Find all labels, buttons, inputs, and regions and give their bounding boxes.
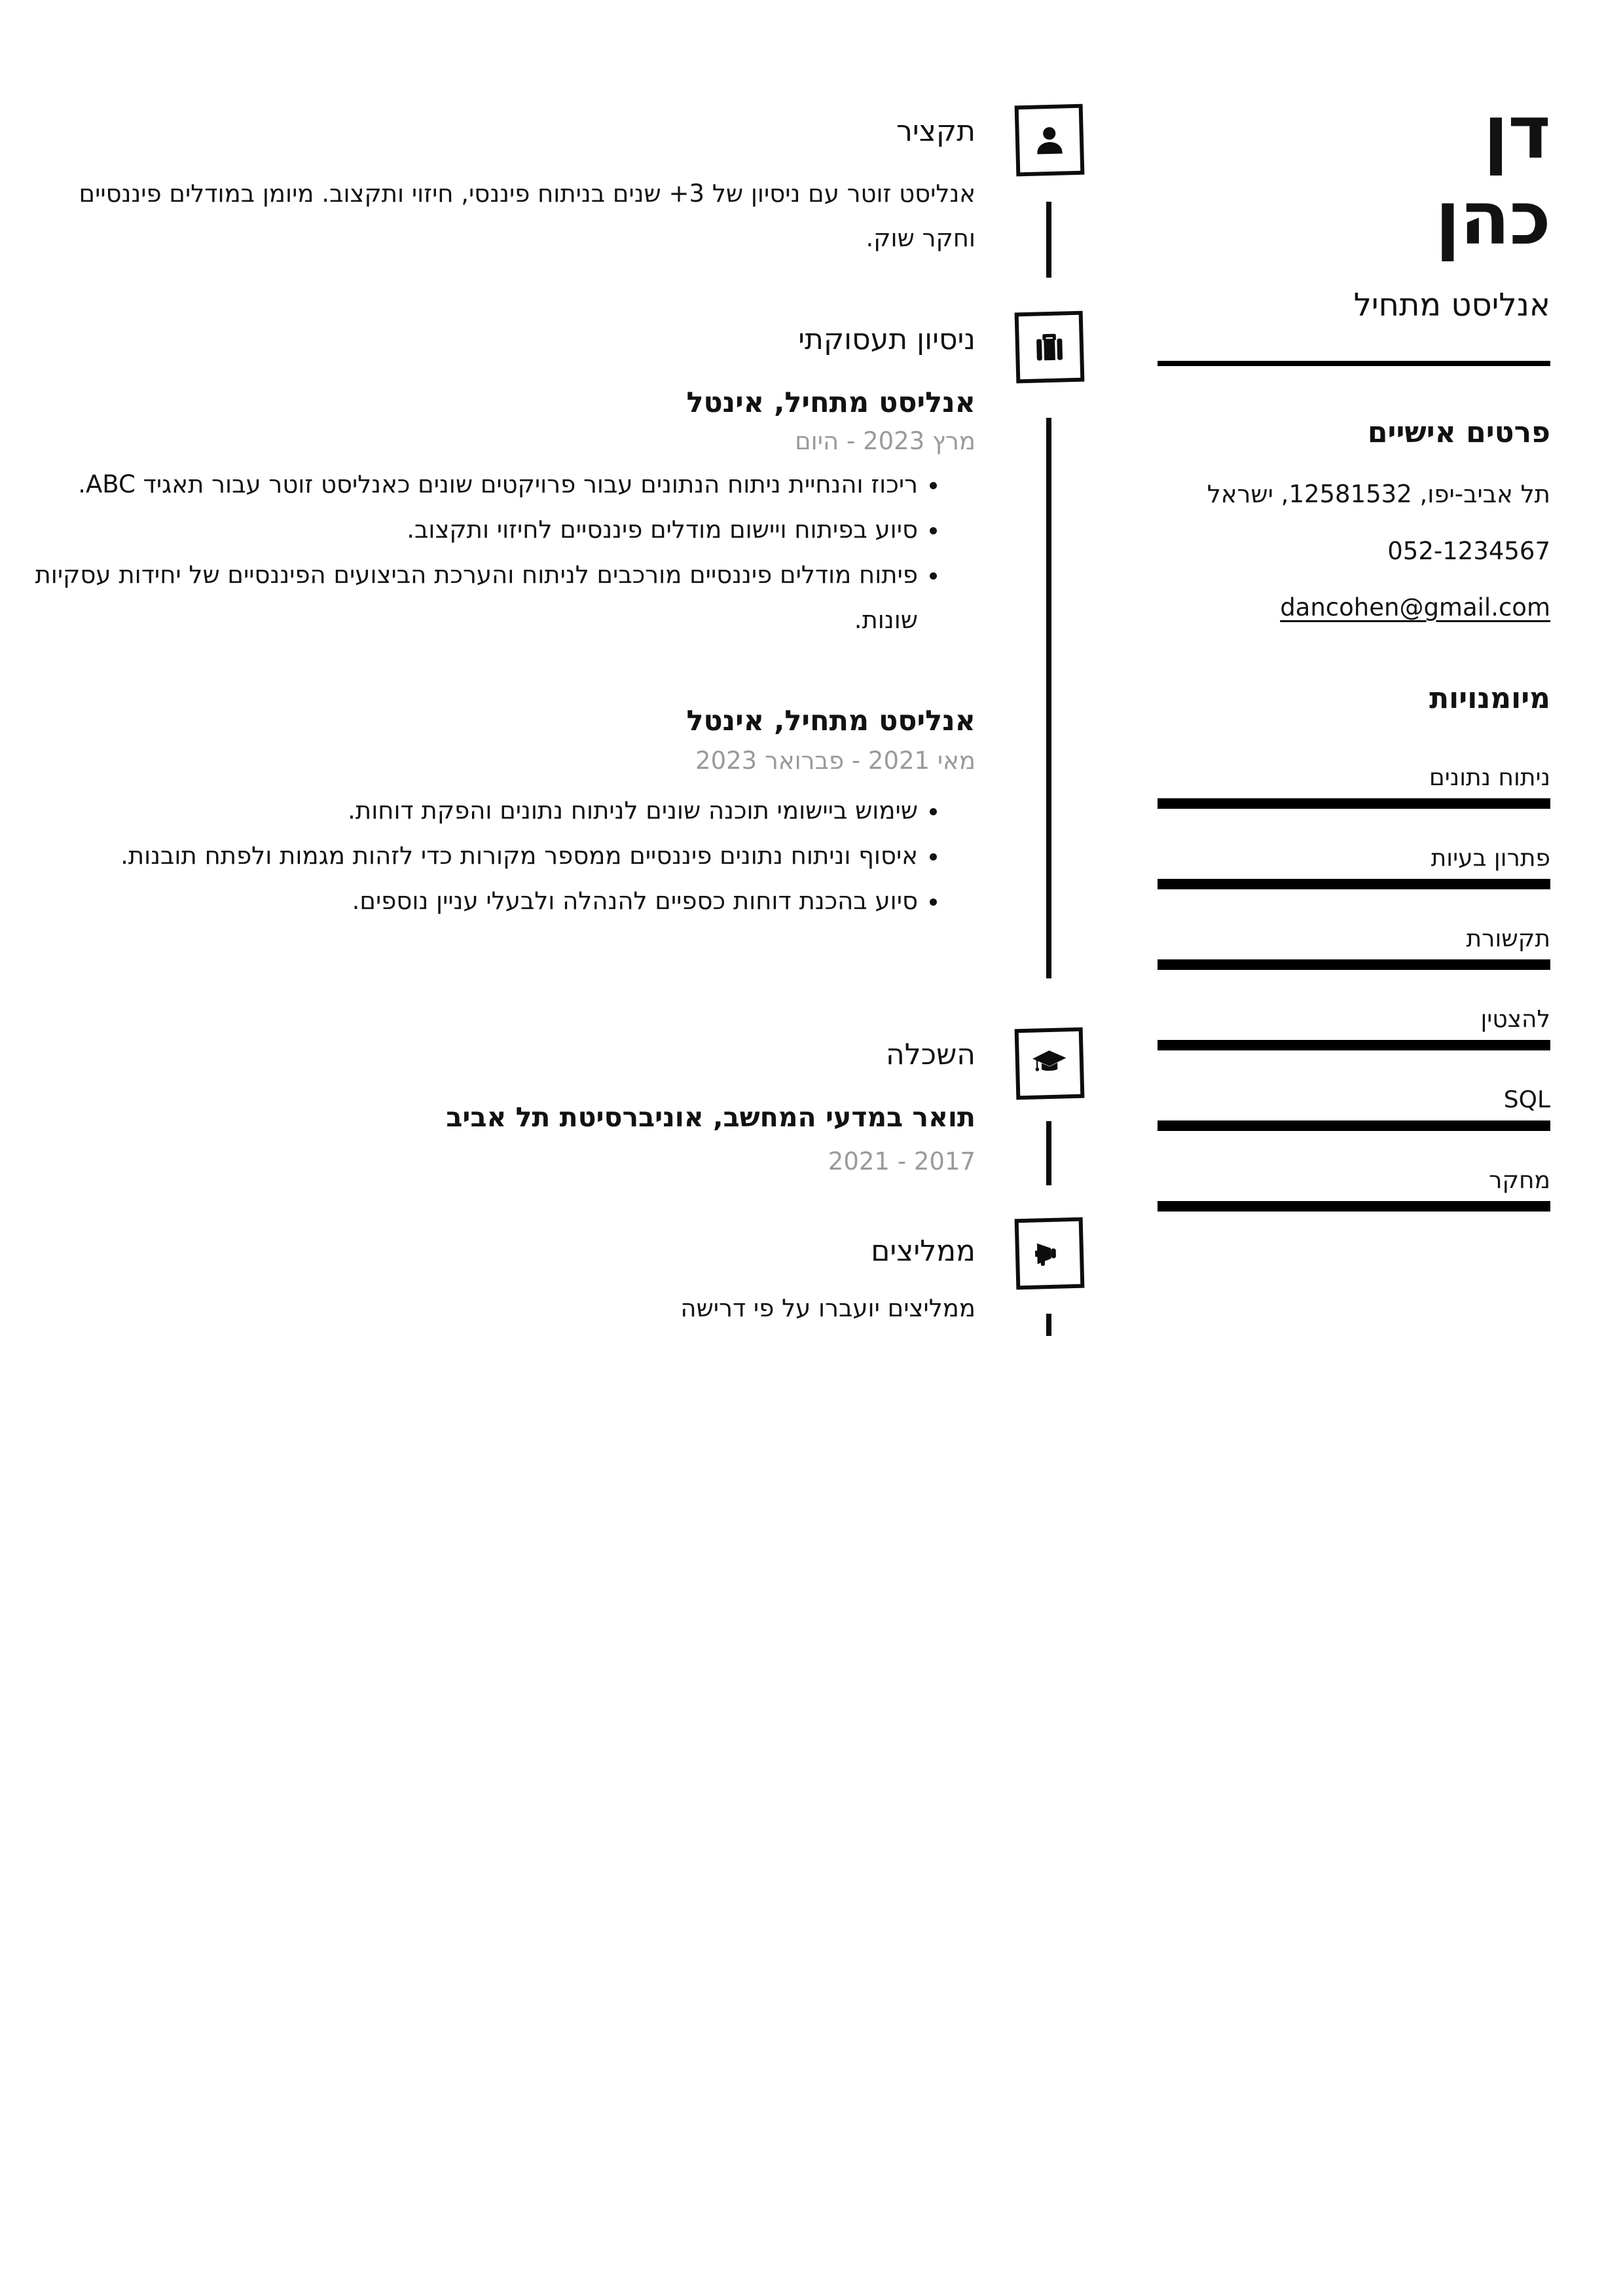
candidate-first-name: דן — [1483, 90, 1550, 176]
skill-label: ניתוח נתונים — [1429, 764, 1550, 791]
section-heading-experience: ניסיון תעסוקתי — [798, 323, 976, 356]
contact-email — [1154, 593, 1550, 622]
graduation-cap-icon — [1030, 1045, 1068, 1082]
skills-list — [1158, 763, 1550, 1246]
skill-item — [1158, 763, 1550, 843]
skill-item — [1158, 1085, 1550, 1166]
skill-level-fill — [1158, 1120, 1550, 1131]
timeline-segment — [1046, 1314, 1051, 1336]
section-heading-skills: מיומנויות — [1429, 682, 1550, 715]
skill-label: להצטין — [1480, 1006, 1550, 1033]
skill-level-bar — [1158, 1201, 1550, 1212]
skill-level-fill — [1158, 879, 1550, 889]
skill-label: SQL — [1503, 1086, 1550, 1113]
skill-level-bar — [1158, 1120, 1550, 1131]
skill-label: מחקר — [1489, 1167, 1550, 1194]
person-icon — [1030, 121, 1068, 158]
section-heading-education: השכלה — [886, 1038, 976, 1071]
timeline-segment — [1046, 1121, 1051, 1185]
summary-section-marker — [1015, 104, 1085, 177]
candidate-name — [1154, 90, 1550, 262]
summary-text: אנליסט זוטר עם ניסיון של 3+ שנים בניתוח פיננסי, חיזוי ותקצוב. מיומן במודלים פיננסיים וחקר שוק. — [79, 179, 976, 252]
skill-level-bar — [1158, 798, 1550, 809]
section-heading-contact: פרטים אישיים — [1367, 416, 1550, 449]
skill-item — [1158, 843, 1550, 924]
contact-phone: 052-1234567 — [1387, 537, 1550, 565]
skill-level-fill — [1158, 1201, 1550, 1212]
megaphone-icon — [1030, 1234, 1068, 1272]
candidate-job-title: אנליסט מתחיל — [1353, 287, 1550, 324]
skill-label: תקשורת — [1466, 925, 1550, 952]
references-text: ממליצים יועברו על פי דרישה — [680, 1294, 976, 1322]
education-dates: 2017 - 2021 — [828, 1147, 976, 1176]
skill-level-bar — [1158, 1040, 1550, 1050]
contact-address: תל אביב-יפו, 12581532, ישראל — [1207, 480, 1550, 508]
education-section-marker — [1015, 1028, 1085, 1100]
section-heading-references: ממליצים — [871, 1234, 976, 1268]
job-bullet: • פיתוח מודלים פיננסיים מורכבים לניתוח והערכת הביצועים הפיננסיים של יחידות עסקיות שונות. — [14, 552, 918, 642]
candidate-last-name: כהן — [1435, 176, 1550, 261]
job-bullet: • סיוע בפיתוח ויישום מודלים פיננסיים לחיזוי ותקצוב. — [14, 507, 918, 552]
job-bullet: • ריכוז והנחיית ניתוח הנתונים עבור פרויקטים שונים כאנליסט זוטר עבור תאגיד ABC. — [14, 462, 918, 507]
job-bullet: • סיוע בהכנת דוחות כספיים להנהלה ולבעלי עניין נוספים. — [14, 878, 918, 923]
education-degree: תואר במדעי המחשב, אוניברסיטת תל אביב — [446, 1102, 976, 1133]
header-divider-rule — [1158, 361, 1550, 366]
skill-item — [1158, 1005, 1550, 1085]
skill-label: פתרון בעיות — [1431, 845, 1550, 872]
email-link[interactable]: dancohen@gmail.com — [1280, 593, 1550, 621]
experience-section-marker — [1015, 311, 1085, 384]
skill-level-bar — [1158, 879, 1550, 889]
timeline-segment — [1046, 418, 1051, 978]
timeline-segment — [1046, 202, 1051, 278]
section-heading-summary: תקציר — [896, 115, 976, 148]
references-section-marker — [1015, 1217, 1085, 1290]
job-dates: מאי 2021 - פברואר 2023 — [695, 747, 976, 775]
skill-level-fill — [1158, 1040, 1550, 1050]
skill-item — [1158, 924, 1550, 1005]
briefcase-icon — [1030, 328, 1068, 365]
job-bullet-list — [14, 788, 976, 923]
job-bullet: • שימוש ביישומי תוכנה שונים לניתוח נתונים והפקת דוחות. — [14, 788, 918, 833]
job-dates: מרץ 2023 - היום — [795, 427, 976, 455]
skill-item — [1158, 1166, 1550, 1246]
skill-level-fill — [1158, 798, 1550, 809]
job-bullet: • איסוף וניתוח נתונים פיננסיים ממספר מקורות כדי לזהות מגמות ולפתח תובנות. — [14, 833, 918, 878]
job-bullet-list — [14, 462, 976, 642]
skill-level-fill — [1158, 959, 1550, 970]
job-title: אנליסט מתחיל, אינטל — [686, 705, 976, 737]
job-title: אנליסט מתחיל, אינטל — [686, 386, 976, 419]
skill-level-bar — [1158, 959, 1550, 970]
